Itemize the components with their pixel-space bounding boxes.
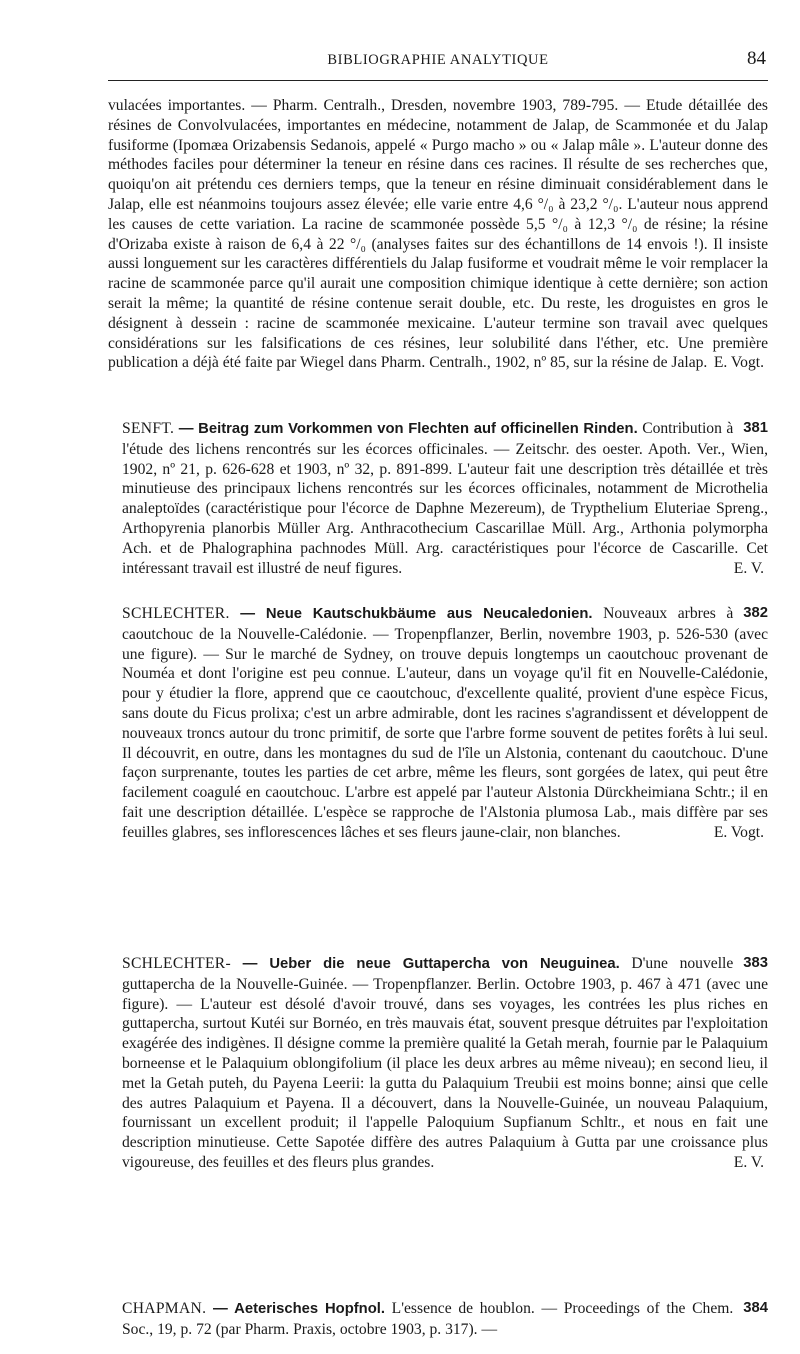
entry-body — [108, 954, 768, 1173]
entry-number: 384 — [743, 1300, 768, 1316]
entry-signature: E. V. — [733, 559, 764, 577]
entry-signature: E. Vogt. — [713, 354, 764, 372]
running-head: BIBLIOGRAPHIE ANALYTIQUE — [327, 52, 549, 68]
entry-title: — Neue Kautschukbäume aus Neucaledonien. — [240, 606, 593, 622]
bibliography-entry — [108, 1299, 768, 1340]
entry-number: 381 — [743, 420, 768, 436]
entry-author: SENFT. — [122, 420, 175, 437]
entry-signature: E. V. — [733, 1153, 764, 1171]
entry-author: CHAPMAN. — [122, 1300, 207, 1317]
entry-text: vulacées importantes. — Pharm. Centralh., Dresden, novembre 1903, 789-795. — Etude détaillée des résines de Convolvulacées, importantes en médecine, notamment de Jalap, de Scammonée et du Jalap fusiforme (Ipomæa Orizabensis Sedanois, appelé « Purgo macho » ou « Jalap mâle ». L'auteur donne des méthodes faciles pour déterminer la teneur en résine dans ces racines. Il résulte de ses recherches que, quoiqu'on ait prétendu ces derniers temps, que la teneur en résine diminuait considérablement dans le Jalap, elle est néanmoins toujours assez élevée; elle varie entre 4,6 °/₀ à 23,2 °/₀. L'auteur nous apprend les causes de cette variation. La racine de scammonée possède 5,5 °/₀ à 12,3 °/₀ de résine; la résine d'Orizaba existe à raison de 6,4 à 22 °/₀ (analyses faites sur des échantillons de 14 envois !). Il insiste aussi longuement sur les caractères différentiels du Jalap fusiforme et voudrait même le voir remplacer la racine de scammonée parce qu'il aurait une composition chimique identique à cette dernière; son action serait la même; la quantité de résine contenue serait double, etc. Du reste, les droguistes en gros le désignent à dessein : racine de scammonée mexicaine. L'auteur termine son travail avec quelques considérations sur les falsifications de ces résines, leur solubilité dans l'éther, etc. Une première publication a déjà été faite par Wiegel dans Pharm. Centralh., 1902, nº 85, sur la résine de Jalap. — [108, 97, 768, 372]
entry-body — [108, 419, 768, 578]
entry-text: Contribution à l'étude des lichens rencontrés sur les écorces officinales. — Zeitschr. des oester. Apoth. Ver., Wien, 1902, nº 21, p. 626-628 et 1903, nº 32, p. 891-899. L'auteur fait une description très détaillée et très minutieuse des principaux lichens rencontrés sur les écorces officinales, notamment de Microthelia analeptoïdes (caractéristique pour l'écorce de Daphne Mezereum), de Trypthelium Eluteriae Spreng., Arthopyrenia planorbis Müller Arg. Anthracothecium Cascarillae Müll. Arg., Arthonia polymorpha Ach. et de Phalographina pachnodes Müll. Arg. caractéristiques pour l'écorce de Cascarille. Cet intéressant travail est illustré de neuf figures. — [122, 420, 768, 577]
entry-text: D'une nouvelle guttapercha de la Nouvelle-Guinée. — Tropenpflanzer. Berlin. Octobre 1903, p. 467 à 471 (avec une figure). — L'auteur est désolé d'avoir trouvé, dans ses voyages, les contrées les plus riches en guttapercha, surtout Kutéi sur Bornéo, en très mauvais état, souvent presque détruites par l'exploitation exagérée des indigènes. Il désigne comme la première qualité la Getah merah, fournie par le Palaquium borneense et le Palaquium oblongifolium (il place les deux arbres au même niveau); en second lieu, il met la Getah puteh, du Payena Leerii: la gutta du Palaquium Treubii est moins bonne; ainsi que celle des autres Palaquium et Payena. Il a découvert, dans la Nouvelle-Guinée, un nouveau Palaquium, fournissant un excellent produit; il l'appelle Paloquium Supfianum Schltr., et nous en fait une description minutieuse. Cette Sapotée diffère des autres Palaquium à Gutta par une croissance plus vigoureuse, des feuilles et des fleurs plus grandes. — [122, 955, 768, 1171]
page-header — [108, 48, 768, 81]
entry-author: SCHLECHTER. — [122, 605, 230, 622]
bibliography-entry — [108, 604, 768, 942]
bibliography-content — [108, 96, 768, 1340]
page-number: 84 — [747, 48, 766, 69]
entry-title: — Aeterisches Hopfnol. — [213, 1301, 385, 1317]
entry-signature: E. Vogt. — [713, 823, 764, 841]
entry-number: 382 — [743, 605, 768, 621]
entry-text: L'essence de houblon. — Proceedings of the Chem. Soc., 19, p. 72 (par Pharm. Praxis, octobre 1903, p. 317). — — [122, 1300, 734, 1338]
bibliography-entry — [108, 96, 768, 416]
entry-text: Nouveaux arbres à caoutchouc de la Nouvelle-Calédonie. — Tropenpflanzer, Berlin, novembre 1903, p. 526-530 (avec une figure). — Sur le marché de Sydney, on trouve depuis longtemps un caoutchouc provenant de Nouméa et dont l'origine est peu connue. L'auteur, dans un voyage qu'il fit en Nouvelle-Calédonie, pour y étudier la flore, apprend que ce caoutchouc, d'excellente qualité, provient d'une espèce Ficus, sans doute du Ficus prolixa; c'est un arbre admirable, dont les racines s'agrandissent et développent de nouveaux troncs autour du tronc primitif, de sorte que l'arbre forme souvent de petites forêts à lui seul. Il découvrit, en outre, dans les montagnes du sud de l'île un Alstonia, contenant du caoutchouc. D'une façon surprenante, toutes les parties de cet arbre, même les fleurs, sont gorgées de latex, qui peut être facilement coagulé en caoutchouc. L'arbre est appelé par l'auteur Alstonia Dürckheimiana Schtr.; il en fait une description détaillée. L'espèce se rapproche de l'Alstonia plumosa Lab., mais diffère par ses feuilles glabres, ses inflorescences lâches et ses fleurs jaune-clair, non blanches. — [122, 605, 768, 841]
bibliography-entry — [108, 419, 768, 595]
entry-body — [108, 1299, 768, 1340]
entry-title: — Beitrag zum Vorkommen von Flechten auf officinellen Rinden. — [178, 421, 638, 437]
entry-body — [108, 604, 768, 843]
entry-author: SCHLECHTER- — [122, 955, 231, 972]
bibliography-entry — [108, 954, 768, 1285]
entry-number: 383 — [743, 955, 768, 971]
entry-body — [108, 96, 768, 373]
entry-title: — Ueber die neue Guttapercha von Neuguinea. — [242, 956, 620, 972]
